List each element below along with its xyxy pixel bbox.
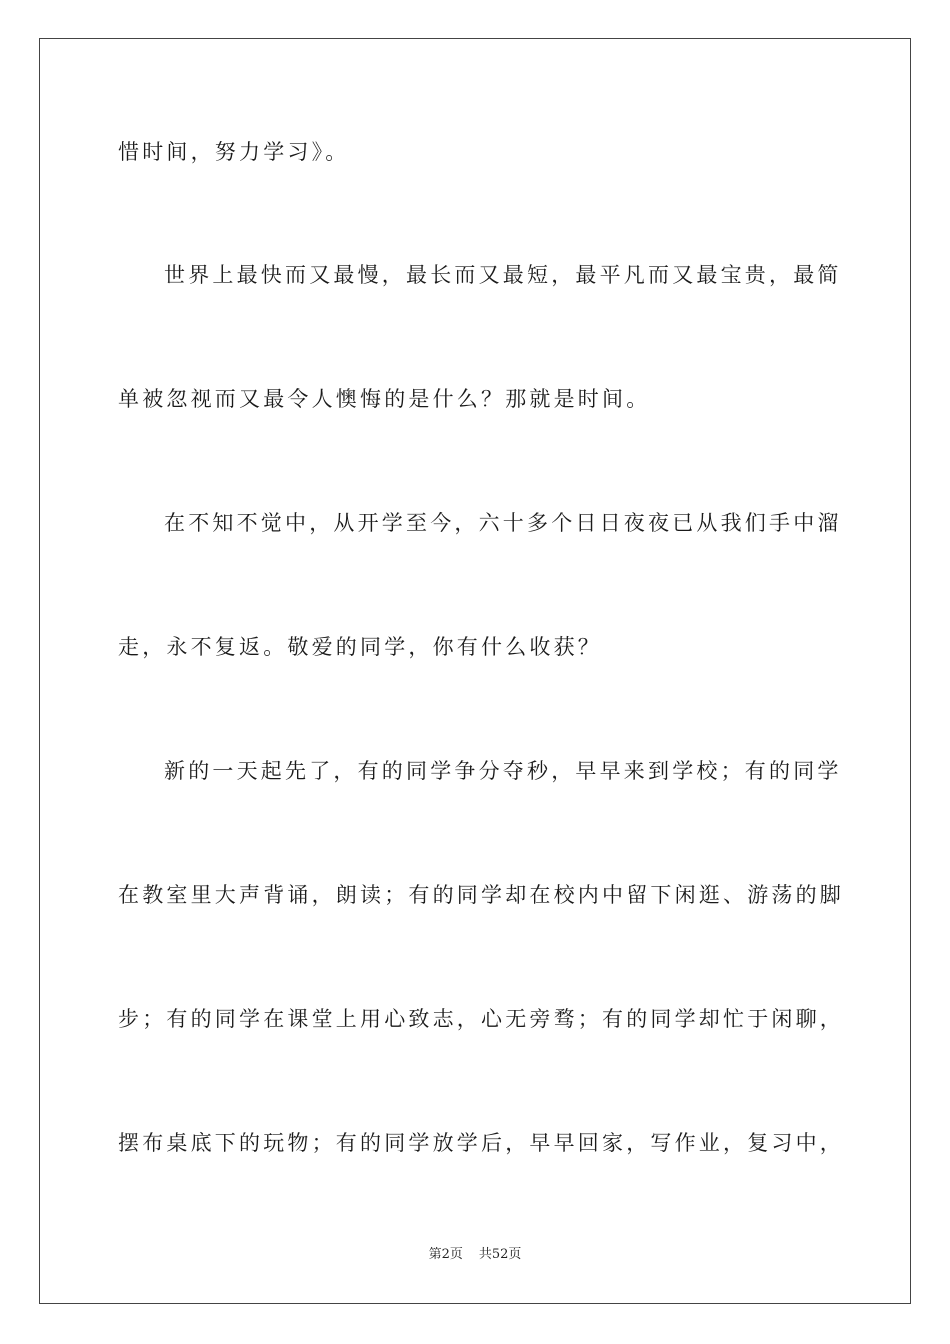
text-line-3: 单被忽视而又最令人懊悔的是什么？那就是时间。 xyxy=(118,387,651,411)
text-line-9: 摆布桌底下的玩物；有的同学放学后，早早回家，写作业，复习中， xyxy=(118,1131,844,1155)
text-line-7: 在教室里大声背诵，朗读；有的同学却在校内中留下闲逛、游荡的脚 xyxy=(118,883,844,907)
text-line-8: 步；有的同学在课堂上用心致志，心无旁骛；有的同学却忙于闲聊， xyxy=(118,1007,844,1031)
total-pages: 共52页 xyxy=(478,1247,522,1262)
text-line-6: 新的一天起先了，有的同学争分夺秒，早早来到学校；有的同学 xyxy=(164,759,842,783)
text-line-1: 惜时间，努力学习》。 xyxy=(118,140,350,164)
text-line-2: 世界上最快而又最慢，最长而又最短，最平凡而又最宝贵，最简 xyxy=(164,263,842,287)
text-line-5: 走，永不复返。敬爱的同学，你有什么收获？ xyxy=(118,635,602,659)
text-line-4: 在不知不觉中，从开学至今，六十多个日日夜夜已从我们手中溜 xyxy=(164,511,842,535)
page-number: 第2页 xyxy=(428,1247,463,1262)
page-footer xyxy=(0,1247,950,1263)
page-frame xyxy=(39,38,911,1304)
